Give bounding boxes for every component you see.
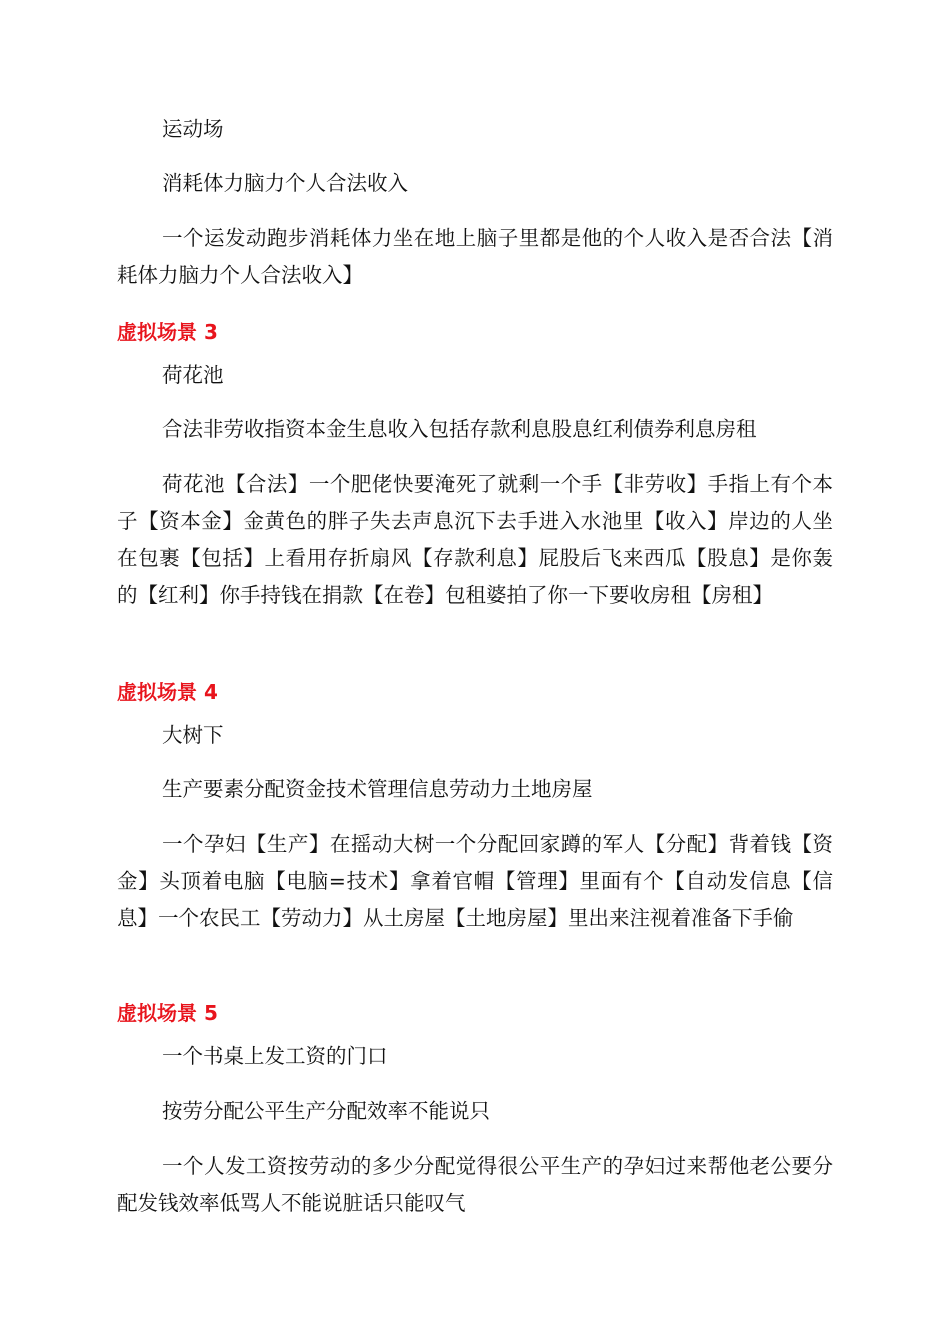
section-heading-scene-3: 虚拟场景 3: [117, 320, 218, 344]
paragraph-keywords-2: 合法非劳收指资本金生息收入包括存款利息股息红利债券利息房租: [162, 417, 757, 441]
paragraph-keywords-4: 按劳分配公平生产分配效率不能说只: [162, 1099, 490, 1123]
paragraph-keywords-1: 消耗体力脑力个人合法收入: [162, 171, 408, 195]
paragraph-big-tree: 大树下: [162, 723, 224, 747]
paragraph-story-3: 一个孕妇【生产】在摇动大树一个分配回家蹲的军人【分配】背着钱【资金】头顶着电脑【电脑=技术】拿着官帽【管理】里面有个【自动发信息【信息】一个农民工【劳动力】从土房屋【土地房屋】里出来注视着准备下手偷: [117, 832, 833, 930]
paragraph-story-2: 荷花池【合法】一个肥佬快要淹死了就剩一个手【非劳收】手指上有个本子【资本金】金黄色的胖子失去声息沉下去手进入水池里【收入】岸边的人坐在包裹【包括】上看用存折扇风【存款利息】屁股后飞来西瓜【股息】是你轰的【红利】你手持钱在捐款【在卷】包租婆拍了你一下要收房租【房租】: [117, 472, 833, 607]
paragraph-story-1: 一个运发动跑步消耗体力坐在地上脑子里都是他的个人收入是否合法【消耗体力脑力个人合法收入】: [117, 226, 833, 287]
paragraph-playground: 运动场: [162, 117, 224, 141]
paragraph-story-4: 一个人发工资按劳动的多少分配觉得很公平生产的孕妇过来帮他老公要分配发钱效率低骂人不能说脏话只能叹气: [117, 1154, 833, 1215]
paragraph-desk-doorway: 一个书桌上发工资的门口: [162, 1044, 388, 1068]
section-heading-scene-4: 虚拟场景 4: [117, 680, 218, 704]
section-heading-scene-5: 虚拟场景 5: [117, 1001, 218, 1025]
paragraph-lotus-pond: 荷花池: [162, 363, 224, 387]
paragraph-keywords-3: 生产要素分配资金技术管理信息劳动力土地房屋: [162, 777, 593, 801]
